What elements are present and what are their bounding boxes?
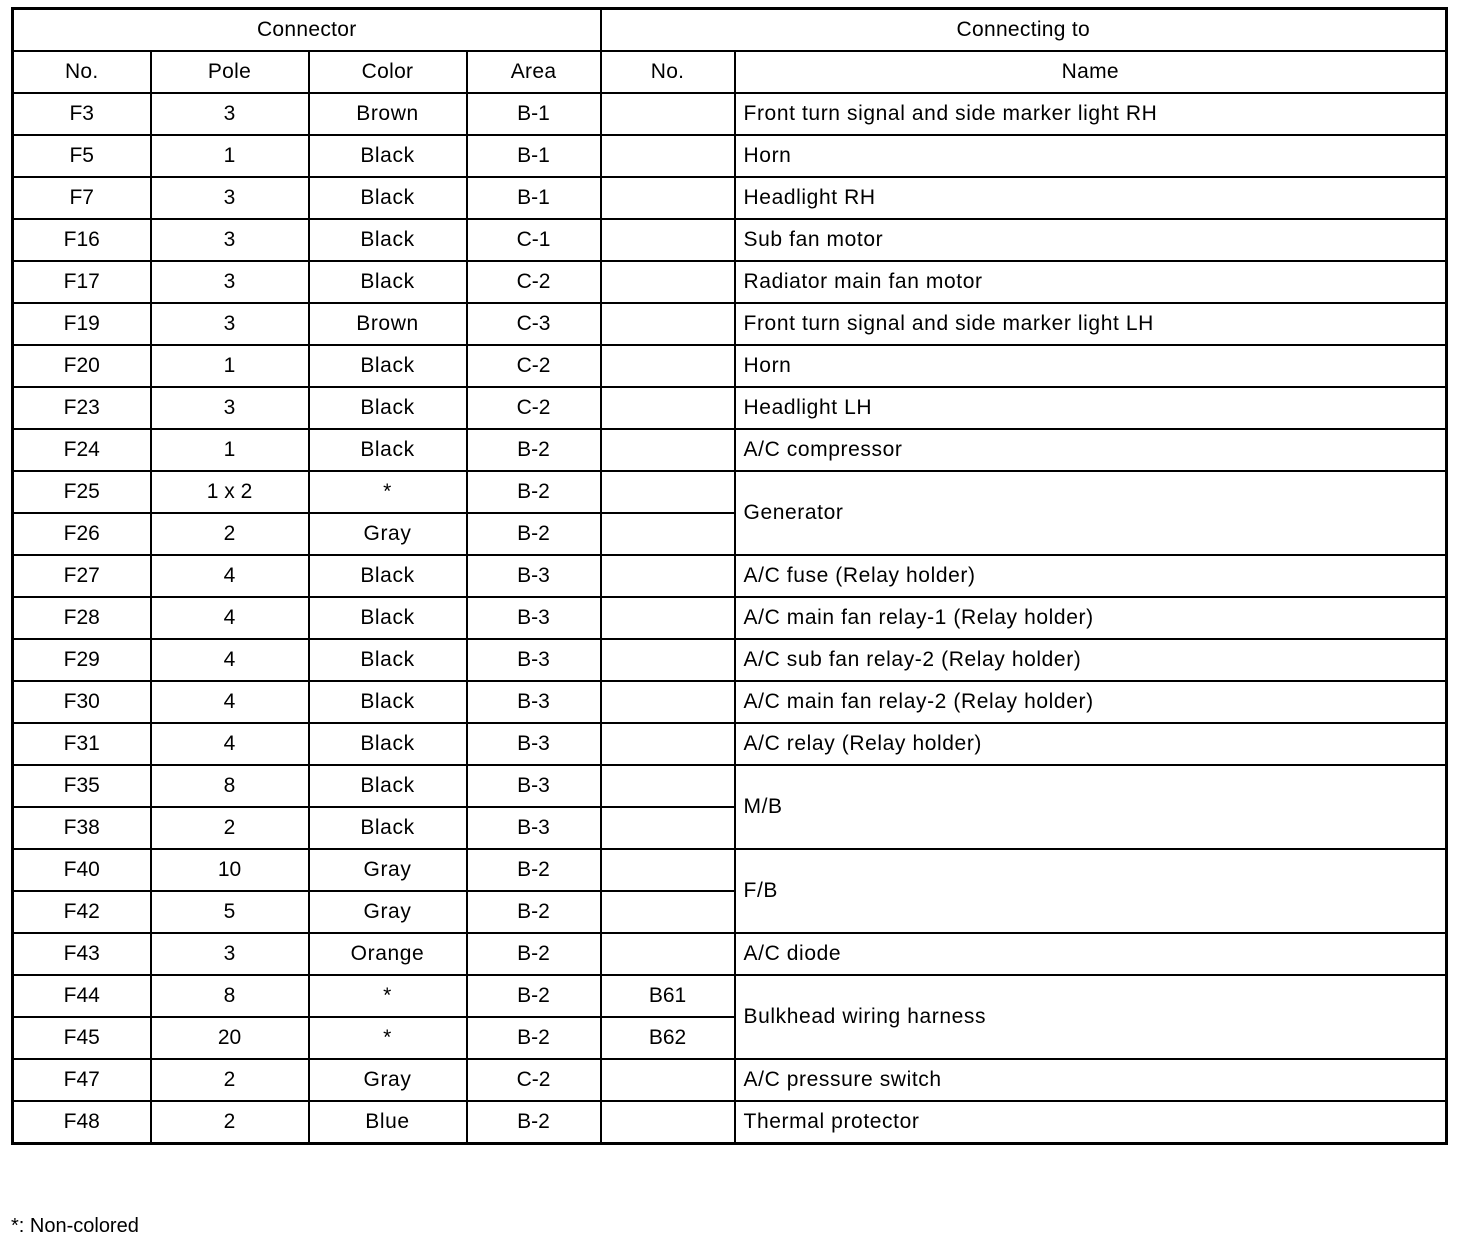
table-row <box>13 681 1447 723</box>
table-row <box>13 135 1447 177</box>
cell-pole: 2 <box>151 1059 309 1101</box>
column-header-color: Color <box>309 51 467 93</box>
table-row <box>13 177 1447 219</box>
table-column-header-row <box>13 51 1447 93</box>
cell-to-name: Front turn signal and side marker light LH <box>735 303 1447 345</box>
cell-area: B-2 <box>467 933 601 975</box>
cell-no: F35 <box>13 765 151 807</box>
cell-color: * <box>309 975 467 1017</box>
cell-pole: 3 <box>151 93 309 135</box>
cell-no: F23 <box>13 387 151 429</box>
table-row <box>13 387 1447 429</box>
cell-pole: 3 <box>151 387 309 429</box>
cell-color: * <box>309 1017 467 1059</box>
cell-color: Blue <box>309 1101 467 1144</box>
cell-area: B-3 <box>467 555 601 597</box>
connector-table-container <box>11 7 1448 1145</box>
cell-to-no <box>601 345 735 387</box>
cell-pole: 5 <box>151 891 309 933</box>
cell-color: * <box>309 471 467 513</box>
cell-color: Gray <box>309 849 467 891</box>
cell-pole: 4 <box>151 639 309 681</box>
cell-area: C-2 <box>467 387 601 429</box>
table-row <box>13 555 1447 597</box>
cell-to-no <box>601 807 735 849</box>
cell-pole: 1 x 2 <box>151 471 309 513</box>
column-header-area: Area <box>467 51 601 93</box>
cell-to-name: F/B <box>735 849 1447 933</box>
table-row <box>13 639 1447 681</box>
cell-to-name: Front turn signal and side marker light RH <box>735 93 1447 135</box>
cell-no: F5 <box>13 135 151 177</box>
cell-to-no <box>601 471 735 513</box>
cell-no: F28 <box>13 597 151 639</box>
cell-area: B-3 <box>467 765 601 807</box>
cell-area: B-3 <box>467 807 601 849</box>
cell-to-name: A/C main fan relay-2 (Relay holder) <box>735 681 1447 723</box>
cell-pole: 3 <box>151 933 309 975</box>
cell-color: Black <box>309 345 467 387</box>
cell-to-name: A/C main fan relay-1 (Relay holder) <box>735 597 1447 639</box>
cell-pole: 8 <box>151 975 309 1017</box>
cell-to-name: A/C fuse (Relay holder) <box>735 555 1447 597</box>
table-row <box>13 261 1447 303</box>
table-row <box>13 429 1447 471</box>
cell-area: B-3 <box>467 639 601 681</box>
column-header-to-name: Name <box>735 51 1447 93</box>
table-row <box>13 849 1447 891</box>
cell-to-no <box>601 177 735 219</box>
column-header-no: No. <box>13 51 151 93</box>
cell-area: C-1 <box>467 219 601 261</box>
cell-to-no <box>601 891 735 933</box>
cell-to-name: Thermal protector <box>735 1101 1447 1144</box>
cell-to-no: B62 <box>601 1017 735 1059</box>
cell-no: F19 <box>13 303 151 345</box>
connector-group-header: Connector <box>13 9 601 52</box>
cell-area: B-2 <box>467 891 601 933</box>
table-row <box>13 345 1447 387</box>
cell-to-name: A/C sub fan relay-2 (Relay holder) <box>735 639 1447 681</box>
cell-to-no <box>601 261 735 303</box>
cell-pole: 4 <box>151 723 309 765</box>
cell-color: Black <box>309 555 467 597</box>
cell-pole: 4 <box>151 555 309 597</box>
cell-color: Black <box>309 681 467 723</box>
cell-color: Black <box>309 765 467 807</box>
cell-color: Brown <box>309 93 467 135</box>
cell-color: Black <box>309 387 467 429</box>
table-row <box>13 471 1447 513</box>
cell-no: F25 <box>13 471 151 513</box>
cell-to-no <box>601 387 735 429</box>
cell-no: F40 <box>13 849 151 891</box>
cell-area: C-2 <box>467 345 601 387</box>
cell-color: Black <box>309 807 467 849</box>
cell-to-no <box>601 93 735 135</box>
cell-area: B-3 <box>467 723 601 765</box>
cell-area: B-1 <box>467 93 601 135</box>
cell-pole: 4 <box>151 681 309 723</box>
cell-to-name: A/C diode <box>735 933 1447 975</box>
cell-color: Black <box>309 135 467 177</box>
cell-no: F29 <box>13 639 151 681</box>
cell-to-no <box>601 849 735 891</box>
cell-to-no <box>601 1059 735 1101</box>
cell-no: F20 <box>13 345 151 387</box>
cell-to-name: M/B <box>735 765 1447 849</box>
cell-area: B-1 <box>467 135 601 177</box>
cell-to-name: A/C compressor <box>735 429 1447 471</box>
cell-color: Black <box>309 597 467 639</box>
cell-area: C-3 <box>467 303 601 345</box>
cell-no: F38 <box>13 807 151 849</box>
cell-area: B-2 <box>467 1017 601 1059</box>
cell-pole: 2 <box>151 1101 309 1144</box>
cell-color: Black <box>309 219 467 261</box>
cell-area: C-2 <box>467 261 601 303</box>
cell-area: B-3 <box>467 597 601 639</box>
cell-no: F26 <box>13 513 151 555</box>
cell-to-name: Horn <box>735 345 1447 387</box>
cell-no: F16 <box>13 219 151 261</box>
cell-to-no <box>601 219 735 261</box>
cell-no: F3 <box>13 93 151 135</box>
cell-area: B-2 <box>467 849 601 891</box>
cell-to-name: A/C pressure switch <box>735 1059 1447 1101</box>
cell-pole: 3 <box>151 303 309 345</box>
table-body <box>13 93 1447 1144</box>
cell-color: Black <box>309 639 467 681</box>
cell-color: Brown <box>309 303 467 345</box>
table-row <box>13 1059 1447 1101</box>
table-row <box>13 219 1447 261</box>
table-row <box>13 1101 1447 1144</box>
cell-color: Black <box>309 723 467 765</box>
cell-to-no <box>601 135 735 177</box>
table-row <box>13 933 1447 975</box>
cell-pole: 2 <box>151 513 309 555</box>
table-group-header-row <box>13 9 1447 52</box>
cell-color: Orange <box>309 933 467 975</box>
cell-to-name: Bulkhead wiring harness <box>735 975 1447 1059</box>
column-header-pole: Pole <box>151 51 309 93</box>
cell-to-no <box>601 639 735 681</box>
cell-no: F47 <box>13 1059 151 1101</box>
cell-to-no <box>601 681 735 723</box>
cell-pole: 1 <box>151 345 309 387</box>
cell-pole: 3 <box>151 177 309 219</box>
cell-pole: 1 <box>151 429 309 471</box>
cell-to-name: Sub fan motor <box>735 219 1447 261</box>
cell-to-name: A/C relay (Relay holder) <box>735 723 1447 765</box>
cell-pole: 8 <box>151 765 309 807</box>
column-header-to-no: No. <box>601 51 735 93</box>
connector-table <box>11 7 1448 1145</box>
cell-to-no <box>601 597 735 639</box>
cell-no: F7 <box>13 177 151 219</box>
footnote: *: Non-colored <box>11 1215 139 1237</box>
cell-area: B-2 <box>467 429 601 471</box>
cell-no: F31 <box>13 723 151 765</box>
cell-no: F45 <box>13 1017 151 1059</box>
table-row <box>13 723 1447 765</box>
table-row <box>13 975 1447 1017</box>
table-row <box>13 597 1447 639</box>
cell-pole: 3 <box>151 261 309 303</box>
cell-pole: 10 <box>151 849 309 891</box>
table-row <box>13 303 1447 345</box>
cell-no: F48 <box>13 1101 151 1144</box>
cell-color: Gray <box>309 1059 467 1101</box>
cell-area: B-2 <box>467 1101 601 1144</box>
cell-no: F30 <box>13 681 151 723</box>
cell-area: B-3 <box>467 681 601 723</box>
cell-to-no <box>601 555 735 597</box>
cell-pole: 4 <box>151 597 309 639</box>
table-row <box>13 93 1447 135</box>
cell-area: B-2 <box>467 471 601 513</box>
cell-area: C-2 <box>467 1059 601 1101</box>
connecting-to-group-header: Connecting to <box>601 9 1447 52</box>
cell-area: B-2 <box>467 975 601 1017</box>
cell-color: Gray <box>309 513 467 555</box>
table-row <box>13 765 1447 807</box>
cell-to-no <box>601 1101 735 1144</box>
cell-to-name: Headlight LH <box>735 387 1447 429</box>
cell-to-no <box>601 723 735 765</box>
cell-pole: 2 <box>151 807 309 849</box>
cell-to-no <box>601 933 735 975</box>
cell-no: F17 <box>13 261 151 303</box>
cell-to-no <box>601 765 735 807</box>
cell-color: Gray <box>309 891 467 933</box>
cell-no: F27 <box>13 555 151 597</box>
cell-pole: 3 <box>151 219 309 261</box>
cell-to-no <box>601 513 735 555</box>
cell-color: Black <box>309 261 467 303</box>
cell-to-no <box>601 303 735 345</box>
cell-to-name: Headlight RH <box>735 177 1447 219</box>
cell-color: Black <box>309 429 467 471</box>
cell-to-name: Generator <box>735 471 1447 555</box>
cell-area: B-1 <box>467 177 601 219</box>
cell-to-no <box>601 429 735 471</box>
cell-color: Black <box>309 177 467 219</box>
cell-no: F44 <box>13 975 151 1017</box>
cell-no: F43 <box>13 933 151 975</box>
cell-no: F42 <box>13 891 151 933</box>
cell-pole: 1 <box>151 135 309 177</box>
cell-to-name: Horn <box>735 135 1447 177</box>
cell-pole: 20 <box>151 1017 309 1059</box>
cell-to-no: B61 <box>601 975 735 1017</box>
cell-to-name: Radiator main fan motor <box>735 261 1447 303</box>
cell-no: F24 <box>13 429 151 471</box>
cell-area: B-2 <box>467 513 601 555</box>
